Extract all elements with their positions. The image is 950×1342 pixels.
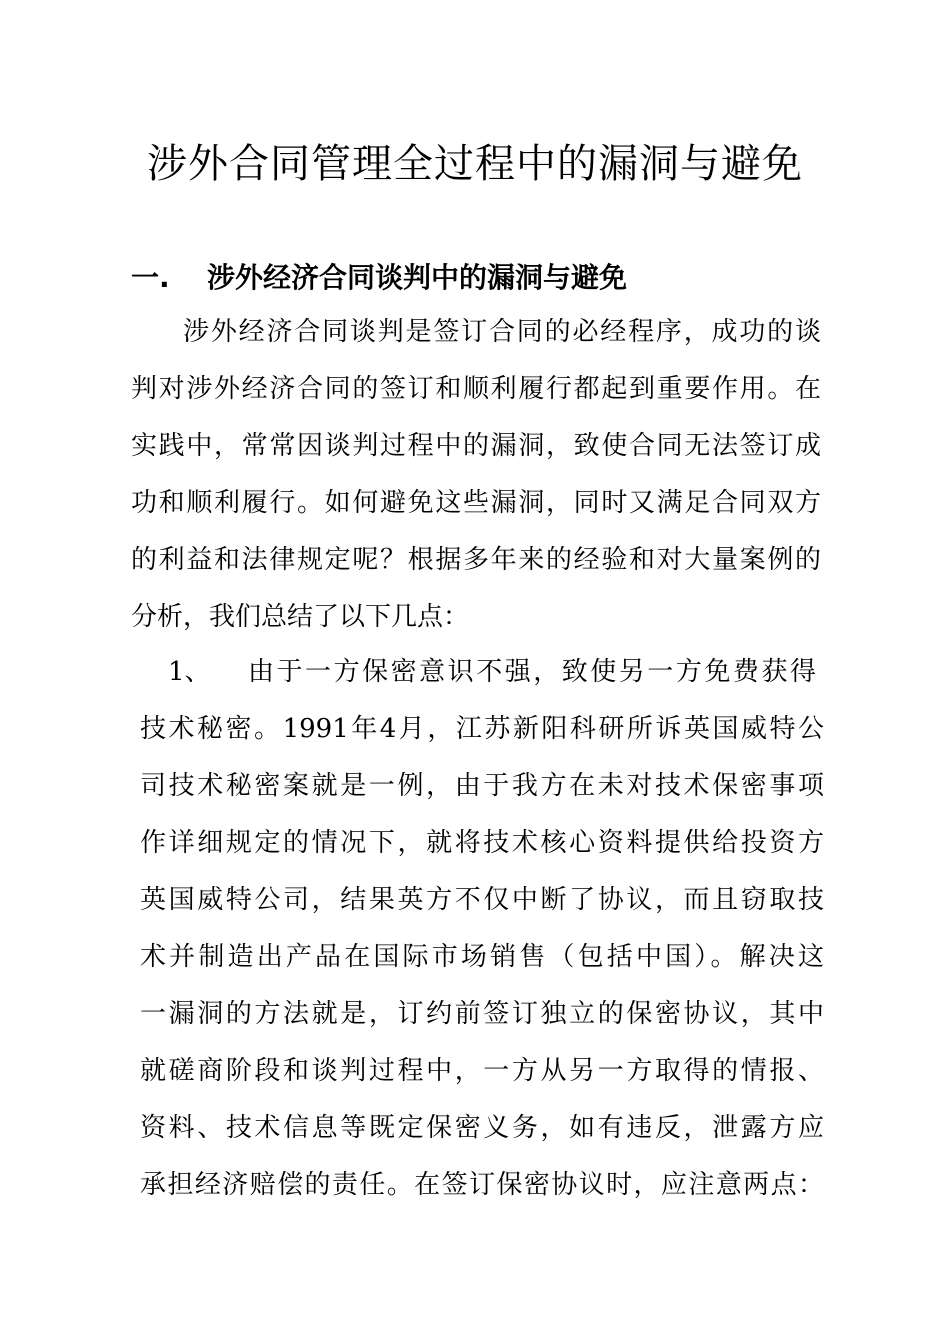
paragraph-line: 实践中，常常因谈判过程中的漏洞，致使合同无法签订成: [131, 431, 821, 461]
list-item-line: 作详细规定的情况下，就将技术核心资料提供给投资方: [140, 828, 824, 858]
section-heading: [131, 258, 627, 298]
list-item-line: 英国威特公司，结果英方不仅中断了协议，而且窃取技: [140, 885, 824, 915]
list-item-first-line: 由于一方保密意识不强，致使另一方免费获得: [248, 657, 816, 687]
section-heading-text: 涉外经济合同谈判中的漏洞与避免: [207, 261, 628, 294]
list-item-line: 资料、技术信息等既定保密义务，如有违反，泄露方应: [140, 1113, 824, 1143]
paragraph-line: 功和顺利履行。如何避免这些漏洞，同时又满足合同双方: [131, 488, 821, 518]
paragraph-line: 涉外经济合同谈判是签订合同的必经程序，成功的谈: [183, 317, 821, 347]
intro-paragraph: [131, 304, 821, 646]
list-item-header: [168, 644, 816, 701]
list-item-line: 术并制造出产品在国际市场销售（包括中国）。解决这: [140, 942, 824, 972]
document-title: 涉外合同管理全过程中的漏洞与避免: [147, 141, 803, 187]
list-item-line: 就磋商阶段和谈判过程中，一方从另一方取得的情报、: [140, 1056, 824, 1086]
list-item-body: [140, 701, 824, 1214]
paragraph-line: 分析，我们总结了以下几点：: [131, 602, 470, 632]
list-item-line: 司技术秘密案就是一例，由于我方在未对技术保密事项: [140, 771, 824, 801]
section-number: 一.: [131, 261, 170, 294]
list-item-line: 承担经济赔偿的责任。在签订保密协议时，应注意两点：: [140, 1170, 824, 1200]
paragraph-line: 的利益和法律规定呢？根据多年来的经验和对大量案例的: [131, 545, 821, 575]
list-item-line: 一漏洞的方法就是，订约前签订独立的保密协议，其中: [140, 999, 824, 1029]
list-item-line: 技术秘密。1991年4月，江苏新阳科研所诉英国威特公: [140, 714, 824, 744]
list-item-number: 1、: [168, 657, 211, 687]
paragraph-line: 判对涉外经济合同的签订和顺利履行都起到重要作用。在: [131, 374, 821, 404]
